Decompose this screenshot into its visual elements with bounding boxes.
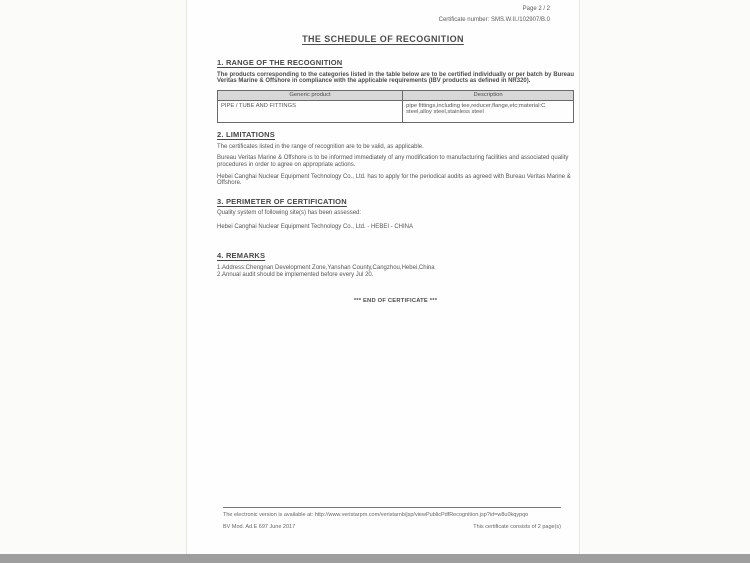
- section-heading-perimeter: 3. PERIMETER OF CERTIFICATION: [217, 196, 347, 206]
- certificate-number: Certificate number: SMS.W.II./102907/B.0: [438, 17, 550, 23]
- table-header-description: Description: [403, 90, 574, 100]
- description-cell: pipe fittings,including tee,reducer,flange,etc;material:C steel,alloy steel,stainless steel: [403, 101, 574, 123]
- perimeter-paragraph: Quality system of following site(s) has been assessed:: [217, 210, 362, 217]
- page-content: [217, 60, 574, 305]
- range-intro-paragraph: The products corresponding to the categories listed in the table below are to be certified individually or per batch by Bureau Veritas Marine & Offshore in compliance with the applicable requirements (IBV products as defined in NR320).: [217, 71, 574, 85]
- remark-line: 1.Address:Chengnan Development Zone,Yanshan County,Cangzhou,Hebei,China: [217, 265, 435, 272]
- limitations-paragraph: The certificates listed in the range of recognition are to be valid, as applicable.: [217, 143, 424, 150]
- certificate-page: [186, 0, 580, 554]
- table-row: [218, 101, 574, 123]
- limitations-paragraph: Bureau Veritas Marine & Offshore is to be informed immediately of any modification to manufacturing facilities and associated quality procedures in order to agree on appropriate actions.: [217, 155, 569, 168]
- footer-divider: [223, 507, 561, 508]
- section-heading-range: 1. RANGE OF THE RECOGNITION: [217, 58, 343, 67]
- form-reference: BV Mod. Ad.E 697 June 2017: [223, 524, 296, 530]
- end-of-certificate-marker: *** END OF CERTIFICATE ***: [353, 298, 438, 305]
- page-header: [187, 0, 579, 26]
- section-heading-remarks: 4. REMARKS: [217, 250, 266, 260]
- page-count-note: This certificate consists of 2 page(s): [473, 524, 561, 530]
- products-table: [217, 90, 574, 123]
- document-title: THE SCHEDULE OF RECOGNITION: [302, 34, 464, 44]
- limitations-paragraph: Hebei Canghai Nuclear Equipment Technology Co., Ltd. has to apply for the periodical audits as agreed with Bureau Veritas Marine & Offshore.: [217, 173, 571, 187]
- perimeter-site-line: Hebei Canghai Nuclear Equipment Technology Co., Ltd. - HEBEI - CHINA: [217, 223, 413, 230]
- page-number: Page 2 / 2: [522, 6, 550, 12]
- table-header-row: [218, 90, 574, 100]
- electronic-version-note: The electronic version is available at: http://www.veristarpm.com/veristarnb/jsp/viewPublicPdfRecognition.jsp?id=w8u0kqypqo: [223, 512, 529, 518]
- viewer-background-band: [0, 554, 750, 563]
- footer-row: [223, 524, 561, 531]
- generic-product-cell: PIPE / TUBE AND FITTINGS: [218, 101, 403, 123]
- remark-line: 2.Annual audit should be implemented before every Jul 20.: [217, 272, 374, 279]
- table-header-generic-product: Generic product: [218, 90, 403, 100]
- page-footer: [223, 507, 561, 531]
- remarks-list: [217, 265, 574, 279]
- section-heading-limitations: 2. LIMITATIONS: [217, 130, 275, 140]
